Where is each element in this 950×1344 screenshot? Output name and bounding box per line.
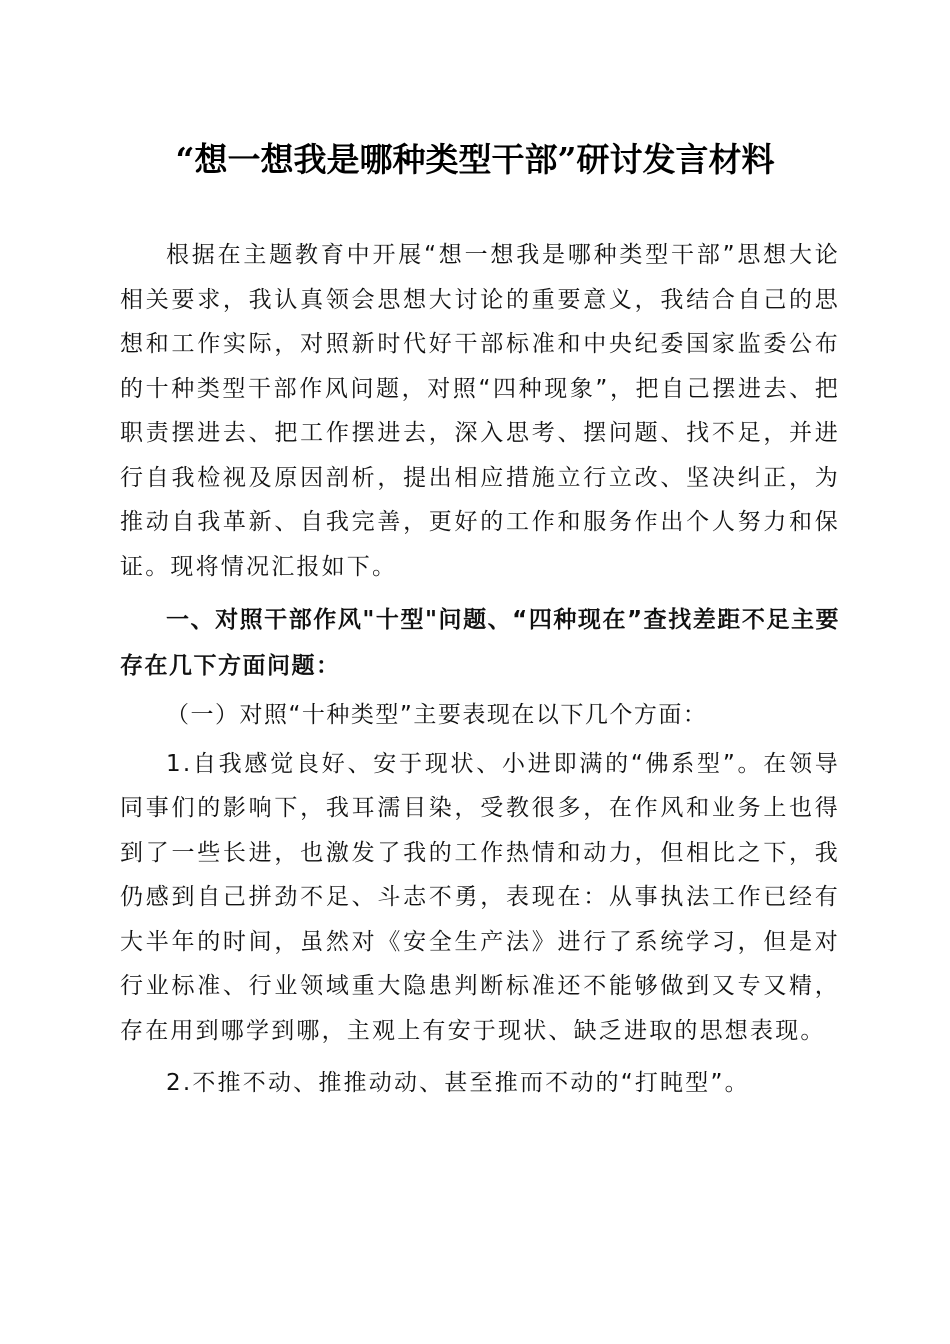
document-body (120, 233, 840, 1106)
item-paragraph-1: 1.自我感觉良好、安于现状、小进即满的“佛系型”。在领导同事们的影响下，我耳濡目染，受教很多，在作风和业务上也得到了一些长进，也激发了我的工作热情和动力，但相比之下，我仍感到自己拼劲不足、斗志不勇，表现在：从事执法工作已经有大半年的时间，虽然对《安全生产法》进行了系统学习，但是对行业标准、行业领域重大隐患判断标准还不能够做到又专又精，存在用到哪学到哪，主观上有安于现状、缺乏进取的思想表现。 (120, 750, 840, 1044)
intro-paragraph: 根据在主题教育中开展“想一想我是哪种类型干部”思想大论相关要求，我认真领会思想大讨论的重要意义，我结合自己的思想和工作实际，对照新时代好干部标准和中央纪委国家监委公布的十种类型干部作风问题，对照“四种现象”，把自己摆进去、把职责摆进去、把工作摆进去，深入思考、摆问题、找不足，并进行自我检视及原因剖析，提出相应措施立行立改、坚决纠正，为推动自我革新、自我完善，更好的工作和服务作出个人努力和保证。现将情况汇报如下。 (120, 242, 840, 580)
item-paragraph-2: 2.不推不动、推推动动、甚至推而不动的“打盹型”。 (166, 1070, 750, 1096)
document-title: “想一想我是哪种类型干部”研讨发言材料 (175, 140, 775, 179)
section-heading-1: 一、对照干部作风"十型"问题、“四种现在”查找差距不足主要存在几下方面问题： (120, 607, 840, 679)
subsection-heading-1: （一）对照“十种类型”主要表现在以下几个方面： (166, 702, 708, 728)
